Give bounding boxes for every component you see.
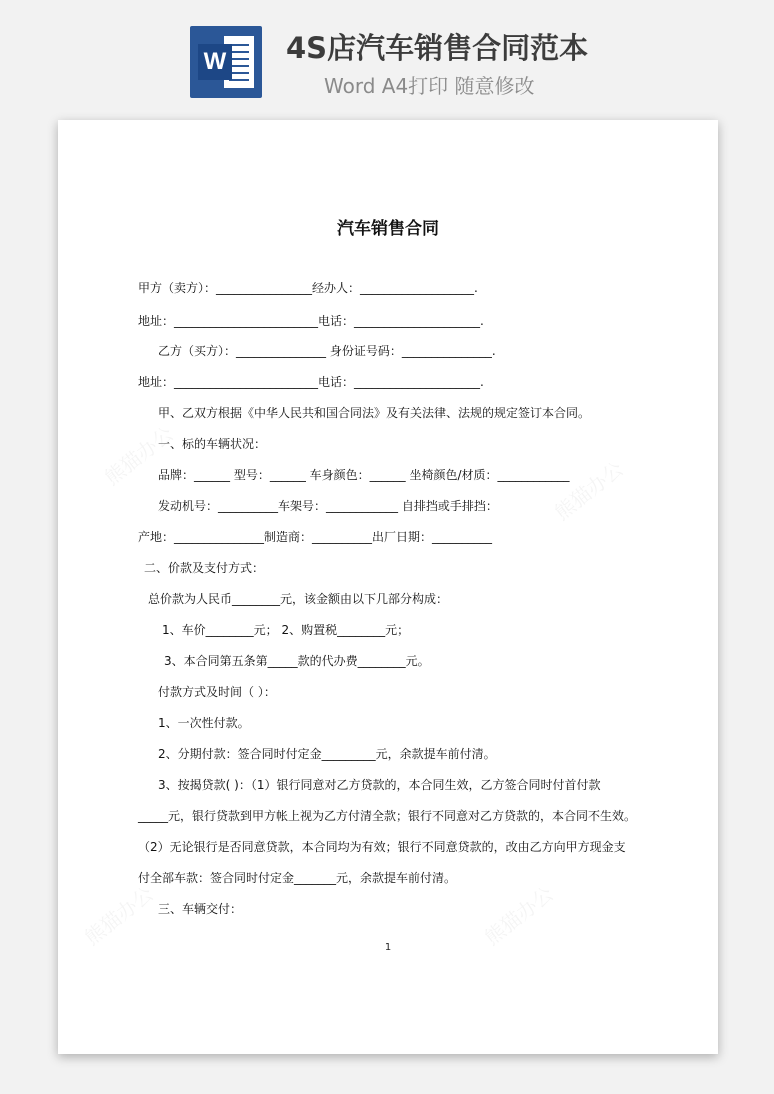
payment-option-line: 3、按揭贷款( )：（1）银行同意对乙方贷款的，本合同生效，乙方签合同时付首付款 bbox=[158, 778, 601, 792]
service-fee-line: 3、本合同第五条第_____款的代办费________元。 bbox=[164, 654, 430, 668]
party-a-address-line: 地址：________________________电话：_____________________. bbox=[138, 314, 484, 328]
section-heading: 三、车辆交付： bbox=[158, 902, 243, 916]
vehicle-engine-line: 发动机号：__________车架号：____________ 自排挡或手排挡： bbox=[158, 499, 498, 513]
vehicle-origin-line: 产地：_______________制造商：__________出厂日期：__________ bbox=[138, 530, 493, 544]
word-logo-icon bbox=[190, 26, 262, 98]
watermark bbox=[478, 878, 559, 950]
price-breakdown-line: 1、车价________元； 2、购置税________元； bbox=[162, 623, 410, 637]
party-b-line: 乙方（买方）：_______________ 身份证号码：_______________. bbox=[158, 344, 496, 358]
party-a-line: 甲方（卖方）：________________经办人：___________________. bbox=[138, 281, 478, 295]
header-title: 4S店汽车销售合同范本 bbox=[286, 31, 589, 65]
watermark bbox=[78, 878, 159, 950]
section-heading: 二、价款及支付方式： bbox=[144, 561, 265, 575]
watermark bbox=[548, 453, 629, 525]
payment-option-line: 1、一次性付款。 bbox=[158, 716, 250, 730]
loan-terms-line: 付全部车款：签合同时付定金_______元，余款提车前付清。 bbox=[138, 871, 457, 885]
payment-option-line: 2、分期付款：签合同时付定金_________元，余款提车前付清。 bbox=[158, 747, 496, 761]
party-b-address-line: 地址：________________________电话：_____________________. bbox=[138, 375, 484, 389]
vehicle-brand-line: 品牌：______ 型号：______ 车身颜色：______ 坐椅颜色/材质：____________ bbox=[158, 468, 570, 482]
loan-terms-line: _____元，银行贷款到甲方帐上视为乙方付清全款；银行不同意对乙方贷款的，本合同不生效。 bbox=[138, 809, 637, 823]
page-number: 1 bbox=[384, 942, 392, 953]
loan-terms-line: （2）无论银行是否同意贷款，本合同均为有效；银行不同意贷款的，改由乙方向甲方现金支 bbox=[138, 840, 626, 854]
document-title: 汽车销售合同 bbox=[337, 219, 439, 239]
header-subtitle: Word A4打印 随意修改 bbox=[324, 74, 535, 98]
document-page bbox=[58, 120, 718, 1054]
preamble-paragraph: 甲、乙双方根据《中华人民共和国合同法》及有关法律、法规的规定签订本合同。 bbox=[158, 406, 591, 420]
total-price-line: 总价款为人民币________元，该金额由以下几部分构成： bbox=[148, 592, 449, 606]
word-letter: W bbox=[198, 44, 232, 80]
section-heading: 一、标的车辆状况： bbox=[158, 437, 267, 451]
header bbox=[0, 0, 774, 110]
payment-method-line: 付款方式及时间（ ）： bbox=[158, 685, 276, 699]
